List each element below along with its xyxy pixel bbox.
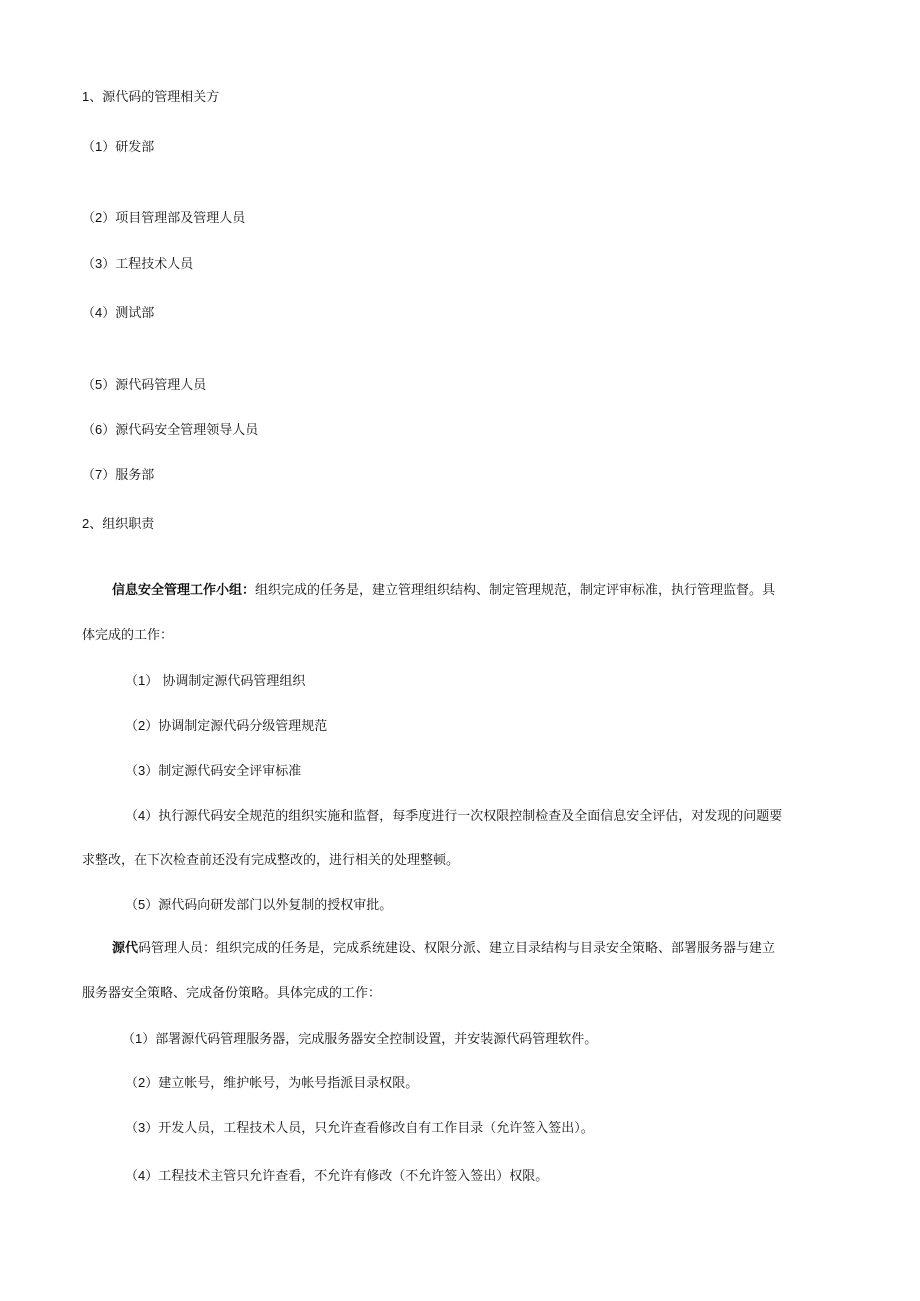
item-text: 源代码向研发部门以外复制的授权审批。 bbox=[158, 898, 393, 913]
item-number: （2） bbox=[82, 210, 116, 225]
list-item bbox=[122, 1031, 597, 1048]
section-2-number: 2、 bbox=[82, 516, 103, 531]
list-item bbox=[125, 1168, 548, 1185]
group-1-text: 组织完成的任务是，建立管理组织结构、制定管理规范，制定评审标准，执行管理监督。具 bbox=[255, 583, 776, 598]
item-text: 项目管理部及管理人员 bbox=[115, 211, 246, 226]
item-number: （2） bbox=[125, 718, 159, 733]
list-item bbox=[82, 256, 193, 273]
section-1-heading bbox=[82, 89, 219, 106]
section-1-title: 源代码的管理相关方 bbox=[102, 90, 220, 105]
item-number: （1） bbox=[82, 139, 116, 154]
list-item-continued bbox=[82, 853, 459, 869]
section-2-title: 组织职责 bbox=[102, 517, 155, 532]
item-text: 开发人员，工程技术人员，只允许查看修改自有工作目录（允许签入签出）。 bbox=[158, 1121, 594, 1136]
item-number: （7） bbox=[82, 467, 116, 482]
group-1-label: 信息安全管理工作小组： bbox=[112, 583, 256, 598]
item-text: 制定源代码安全评审标准 bbox=[158, 764, 302, 779]
item-text: 协调制定源代码分级管理规范 bbox=[158, 719, 328, 734]
paragraph-line bbox=[112, 583, 775, 599]
item-text: 研发部 bbox=[115, 140, 155, 155]
list-item bbox=[82, 422, 258, 439]
group-2-text: 码管理人员：组织完成的任务是，完成系统建设、权限分派、建立目录结构与目录安全策略、部署服务器与建立 bbox=[138, 941, 776, 956]
item-text-continued: 求整改，在下次检查前还没有完成整改的，进行相关的处理整顿。 bbox=[82, 853, 460, 868]
item-text: 建立帐号，维护帐号，为帐号指派目录权限。 bbox=[158, 1076, 419, 1091]
item-text: 工程技术主管只允许查看，不允许有修改（不允许签入签出）权限。 bbox=[158, 1169, 549, 1184]
list-item bbox=[125, 1120, 594, 1137]
item-number: （3） bbox=[125, 1120, 159, 1135]
item-number: （4） bbox=[125, 1168, 159, 1183]
item-number: （1） bbox=[125, 673, 159, 688]
list-item bbox=[125, 897, 392, 914]
list-item bbox=[82, 305, 154, 322]
item-number: （3） bbox=[125, 763, 159, 778]
group-2-text-continued: 服务器安全策略、完成备份策略。具体完成的工作： bbox=[82, 986, 382, 1001]
item-text: 测试部 bbox=[115, 306, 155, 321]
group-1-text-continued: 体完成的工作： bbox=[82, 628, 174, 643]
list-item bbox=[125, 718, 327, 735]
list-item bbox=[125, 1075, 418, 1092]
item-text: 部署源代码管理服务器，完成服务器安全控制设置，并安装源代码管理软件。 bbox=[155, 1032, 598, 1047]
list-item bbox=[125, 673, 305, 690]
section-1-number: 1、 bbox=[82, 89, 103, 104]
list-item bbox=[125, 763, 301, 780]
group-2-label: 源代 bbox=[112, 941, 139, 956]
item-text: 服务部 bbox=[115, 468, 155, 483]
item-number: （6） bbox=[82, 422, 116, 437]
item-text: 源代码安全管理领导人员 bbox=[115, 423, 259, 438]
item-number: （2） bbox=[125, 1075, 159, 1090]
list-item bbox=[82, 467, 154, 484]
list-item bbox=[82, 377, 206, 394]
item-text: 协调制定源代码管理组织 bbox=[162, 674, 306, 689]
item-text: 执行源代码安全规范的组织实施和监督，每季度进行一次权限控制检查及全面信息安全评估，对发现的问题要 bbox=[158, 809, 783, 824]
item-number: （1） bbox=[122, 1031, 156, 1046]
item-number: （3） bbox=[82, 256, 116, 271]
item-number: （4） bbox=[82, 305, 116, 320]
item-text: 工程技术人员 bbox=[115, 257, 194, 272]
list-item bbox=[82, 210, 245, 227]
list-item bbox=[125, 808, 782, 825]
item-number: （5） bbox=[125, 897, 159, 912]
paragraph-line bbox=[112, 941, 775, 957]
item-text: 源代码管理人员 bbox=[115, 378, 207, 393]
list-item bbox=[82, 139, 154, 156]
item-number: （5） bbox=[82, 377, 116, 392]
paragraph-line bbox=[82, 986, 381, 1002]
item-number: （4） bbox=[125, 808, 159, 823]
section-2-heading bbox=[82, 516, 154, 533]
paragraph-line bbox=[82, 628, 173, 644]
